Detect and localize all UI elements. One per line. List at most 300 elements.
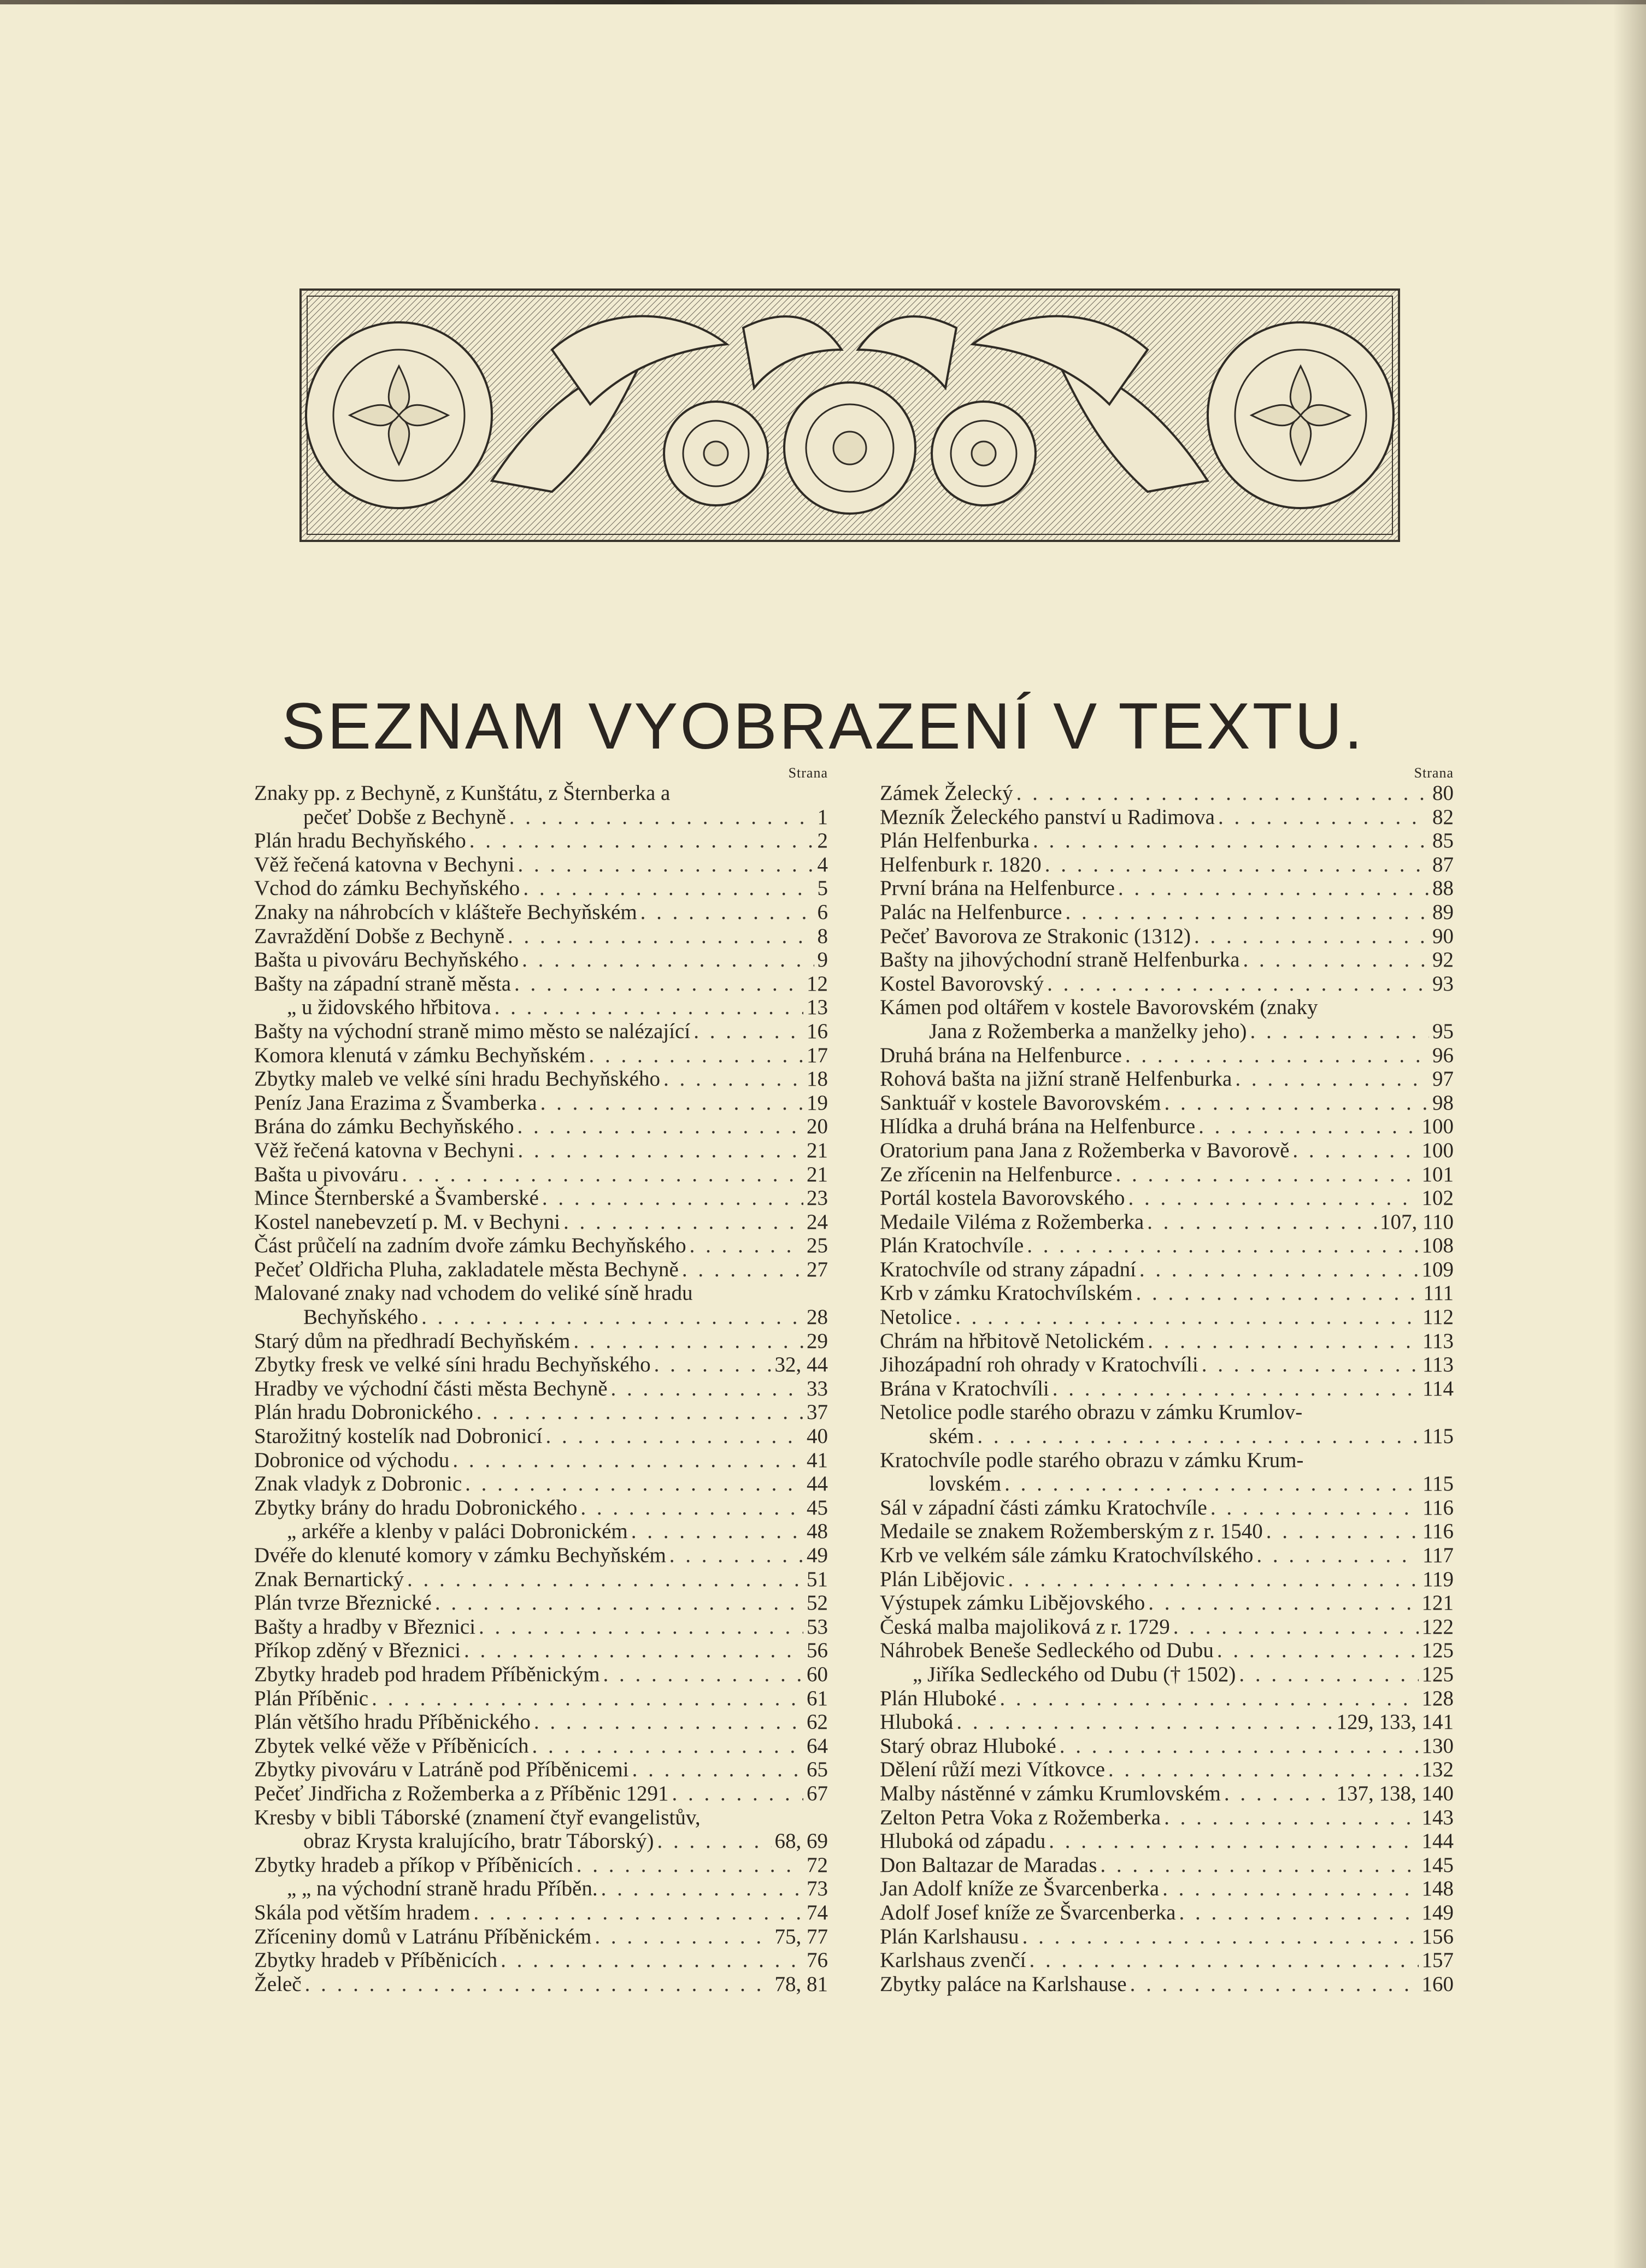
toc-entry-title: Kostel nanebevzetí p. M. v Bechyni [254,1210,560,1234]
toc-page-number: 75, 77 [774,1924,828,1948]
toc-entry-title: Dvéře do klenuté komory v zámku Bechyňském [254,1544,666,1567]
toc-entry [880,1353,1454,1377]
toc-page-number: 4 [817,852,828,876]
toc-entry-title: Zbytky fresk ve velké síni hradu Bechyňského [254,1353,651,1377]
toc-entry-title: Palác na Helfenburce [880,900,1062,924]
toc-page-number: 33 [807,1376,828,1400]
leader-dots [464,1639,803,1663]
toc-entry [880,1234,1454,1258]
toc-page-number: 24 [807,1210,828,1234]
toc-entry-title: Hluboká [880,1710,954,1734]
toc-entry [254,924,828,949]
toc-entry-title: pečeť Dobše z Bechyně [303,805,506,829]
toc-page-number: 8 [817,924,828,948]
toc-entry-title: Mince Šternberské a Švamberské [254,1186,539,1210]
toc-entry-title: Plán Libějovic [880,1567,1005,1591]
toc-entry-title: Pečeť Oldřicha Pluha, zakladatele města Bechyně [254,1257,679,1281]
toc-page-number: 51 [807,1567,828,1591]
toc-right-column [880,765,1454,1996]
leader-dots [1164,1091,1429,1115]
leader-dots [542,1186,803,1210]
toc-page-number: 119 [1422,1567,1454,1591]
leader-dots [407,1568,803,1592]
leader-dots [1147,1210,1377,1234]
toc-entry [254,1091,828,1115]
toc-page-number: 160 [1421,1972,1454,1996]
leader-dots [1250,1020,1429,1044]
toc-entry [880,1020,1454,1044]
leader-dots [1148,1329,1419,1353]
toc-entry [880,1544,1454,1568]
toc-entry-title: Zbytky paláce na Karlshause [880,1972,1127,1996]
toc-entry [880,1639,1454,1663]
toc-page-number: 113 [1422,1353,1454,1377]
toc-entry-title: Don Baltazar de Maradas [880,1853,1097,1877]
toc-entry-title: Netolice [880,1305,953,1329]
toc-entry [254,1186,828,1210]
toc-page-number: 56 [807,1639,828,1663]
toc-page-number: 92 [1432,948,1454,972]
toc-entry [880,1163,1454,1187]
toc-page-number: 21 [807,1138,828,1162]
toc-entry-title: „ „ na východní straně hradu Příběn. [287,1877,598,1901]
toc-entry [880,805,1454,829]
leader-dots [518,853,814,877]
toc-entry-title: Znak Bernartický [254,1567,404,1591]
toc-page-number: 74 [807,1900,828,1924]
leader-dots [1256,1544,1419,1568]
toc-entry-title: Pečeť Bavorova ze Strakonic (1312) [880,924,1191,948]
toc-entry-title: Mezník Želeckého panství u Radimova [880,805,1215,829]
toc-entry [254,1901,828,1925]
toc-entry [880,1877,1454,1901]
leader-dots [1136,1281,1420,1305]
toc-entry-title: Věž řečená katovna v Bechyni [254,1138,515,1162]
toc-page-number: 52 [807,1591,828,1615]
toc-entry-line: Netolice podle starého obrazu v zámku Krumlov- [880,1400,1303,1424]
toc-entry-title: Zbytky hradeb pod hradem Příběnickým [254,1662,600,1686]
toc-entry [880,1519,1454,1544]
leader-dots [631,1519,803,1544]
toc-page-number: 17 [807,1043,828,1067]
toc-page-number: 32, 44 [774,1353,828,1377]
toc-entry [880,972,1454,996]
toc-entry-title: Brána do zámku Bechyňského [254,1115,514,1139]
toc-page-number: 115 [1422,1424,1454,1448]
toc-page-number: 21 [807,1162,828,1186]
leader-dots [473,1901,803,1925]
toc-page-number: 93 [1432,971,1454,995]
toc-page-number: 112 [1422,1305,1454,1329]
toc-page-number: 9 [817,948,828,972]
toc-entry [880,1067,1454,1091]
toc-entry [254,1948,828,1972]
toc-entry [880,1758,1454,1782]
leader-dots [640,900,814,924]
leader-dots [469,829,814,853]
toc-entry-title: Pečeť Jindřicha z Rožemberka a z Příběnic 1291 [254,1781,669,1805]
toc-entry [254,1424,828,1448]
toc-entry [880,829,1454,853]
toc-entry-title: Hradby ve východní části města Bechyně [254,1376,608,1400]
toc-page-number: 132 [1421,1758,1454,1782]
leader-dots [1008,1568,1419,1592]
toc-entry-title: Dobronice od východu [254,1448,450,1472]
toc-entry [880,1591,1454,1615]
leader-dots [1029,1948,1418,1972]
toc-page-number: 67 [807,1781,828,1805]
leader-dots [1130,1972,1419,1996]
toc-page-number: 157 [1421,1948,1454,1972]
toc-entry [254,1568,828,1592]
leader-dots [1194,924,1429,949]
toc-page-number: 145 [1421,1853,1454,1877]
leader-dots [690,1234,803,1258]
toc-entry-title: Česká malba majoliková z r. 1729 [880,1615,1170,1639]
leader-dots [1116,1163,1419,1187]
toc-entry-title: Náhrobek Beneše Sedleckého od Dubu [880,1639,1214,1663]
toc-entry-title: Plán hradu Bechyňského [254,829,466,853]
leader-dots [601,1877,803,1901]
leader-dots [977,1424,1419,1448]
toc-entry-title: Plán Karlshausu [880,1924,1019,1948]
toc-entry [880,853,1454,877]
toc-entry-title: Adolf Josef kníže ze Švarcenberka [880,1900,1176,1924]
toc-entry-title: Hlídka a druhá brána na Helfenburce [880,1115,1196,1139]
toc-entry [880,1186,1454,1210]
toc-entry-title: Želeč [254,1972,302,1996]
leader-dots [654,1353,772,1377]
toc-page-number: 37 [807,1400,828,1424]
leader-dots [603,1663,803,1687]
leader-dots [1239,1663,1418,1687]
toc-page-number: 116 [1422,1495,1454,1519]
leader-dots [1100,1853,1418,1877]
toc-entry [254,1687,828,1711]
toc-entry-title: Jihozápadní roh ohrady v Kratochvíli [880,1353,1198,1377]
leader-dots [663,1067,803,1091]
toc-page-number: 5 [817,876,828,900]
ornamental-headpiece [295,284,1404,546]
toc-page-number: 129, 133, 141 [1336,1710,1454,1734]
toc-entry [880,1925,1454,1949]
leader-dots [1164,1806,1418,1830]
leader-dots [1045,853,1429,877]
toc-entry-title: Starý dům na předhradí Bechyňském [254,1329,571,1353]
toc-page-number: 53 [807,1615,828,1639]
toc-page-number: 23 [807,1186,828,1210]
toc-entry-line: Kámen pod oltářem v kostele Bavorovském (znaky [880,995,1318,1020]
toc-list-left [254,781,828,1996]
toc-entry-title: Zbytky hradeb a příkop v Příběnicích [254,1853,573,1877]
toc-entry-title: Sál v západní části zámku Kratochvíle [880,1495,1207,1519]
leader-dots [1210,1496,1419,1520]
leader-dots [1047,972,1429,996]
toc-entry-title: Část průčelí na zadním dvoře zámku Bechyňského [254,1234,686,1258]
leader-dots [1000,1687,1418,1711]
leader-dots [501,1948,803,1972]
leader-dots [1224,1782,1333,1806]
toc-page-number: 114 [1422,1376,1454,1400]
toc-entry [254,1519,828,1544]
toc-entry-title: Zbytky pivováru v Latráně pod Příběnicemi [254,1758,629,1782]
toc-entry [880,1139,1454,1163]
toc-entry [254,1020,828,1044]
toc-entry [880,1472,1454,1496]
toc-page-number: 72 [807,1853,828,1877]
toc-entry-title: Malby nástěnné v zámku Krumlovském [880,1781,1221,1805]
toc-entry-title: Oratorium pana Jana z Rožemberka v Bavorově [880,1138,1290,1162]
toc-entry-title: Zbytky maleb ve velké síni hradu Bechyňského [254,1067,660,1091]
toc-page-number: 28 [807,1305,828,1329]
toc-page-number: 102 [1421,1186,1454,1210]
toc-page-number: 130 [1421,1734,1454,1758]
toc-page-number: 2 [817,829,828,853]
toc-entry-title: „ arkéře a klenby v paláci Dobronickém [287,1519,628,1544]
toc-page-number: 6 [817,900,828,924]
toc-entry-title: Zbytek velké věže v Příběnicích [254,1734,529,1758]
leader-dots [1108,1758,1419,1782]
toc-entry [880,1329,1454,1353]
toc-page-number: 29 [807,1329,828,1353]
toc-page-number: 115 [1422,1472,1454,1496]
leader-dots [1060,1734,1419,1758]
toc-entry-title: Bašty a hradby v Březnici [254,1615,476,1639]
leader-dots [672,1782,803,1806]
toc-page-number: 45 [807,1495,828,1519]
leader-dots [1128,1186,1418,1210]
leader-dots [546,1424,804,1448]
toc-page-number: 48 [807,1519,828,1544]
toc-entry [254,1448,828,1472]
toc-entry-title: Vchod do zámku Bechyňského [254,876,520,900]
toc-page-number: 64 [807,1734,828,1758]
leader-dots [479,1615,803,1639]
toc-page-number: 149 [1421,1900,1454,1924]
toc-entry-title: Bašty na západní straně města [254,971,511,995]
toc-entry-title: Helfenburk r. 1820 [880,852,1042,876]
toc-entry-title: Plán Helfenburka [880,829,1030,853]
toc-page-number: 25 [807,1234,828,1258]
toc-page-number: 100 [1421,1138,1454,1162]
toc-entry-title: Bašta u pivováru [254,1162,399,1186]
toc-entry-title: obraz Krysta kralujícího, bratr Táborský) [303,1829,654,1853]
leader-dots [1292,1139,1418,1163]
toc-entry [254,1591,828,1615]
toc-page-number: 100 [1421,1115,1454,1139]
toc-page-number: 19 [807,1091,828,1115]
toc-page-number: 96 [1432,1043,1454,1067]
toc-entry-title: Kratochvíle od strany západní [880,1257,1136,1281]
toc-entry-title: Bašty na jihovýchodní straně Helfenburka [880,948,1240,972]
toc-entry [880,1305,1454,1329]
toc-entry [880,1281,1454,1305]
toc-page-number: 76 [807,1948,828,1972]
toc-entry [880,1710,1454,1734]
toc-page-number: 144 [1421,1829,1454,1853]
toc-page-number: 108 [1421,1234,1454,1258]
toc-entry-title: Rohová bašta na jižní straně Helfenburka [880,1067,1232,1091]
toc-entry [880,1972,1454,1996]
leader-dots [523,876,814,900]
toc-entry [254,1496,828,1520]
leader-dots [1243,948,1430,972]
toc-entry [880,1663,1454,1687]
toc-page-number: 101 [1421,1162,1454,1186]
toc-page-number: 113 [1422,1329,1454,1353]
toc-entry-title: Znaky na náhrobcích v klášteře Bechyňském [254,900,637,924]
toc-page-number: 116 [1422,1519,1454,1544]
toc-page-number: 97 [1432,1067,1454,1091]
toc-entry [254,1782,828,1806]
toc-page-number: 107, 110 [1379,1210,1454,1234]
page-top-edge [0,0,1646,4]
leader-dots [682,1258,803,1282]
toc-entry-title: Sanktuář v kostele Bavorovském [880,1091,1161,1115]
toc-page-number: 95 [1432,1019,1454,1043]
toc-entry-line: Malované znaky nad vchodem do veliké síně hradu [254,1281,693,1305]
toc-page-number: 128 [1421,1686,1454,1710]
column-header-strana: Strana [788,765,828,781]
toc-entry [254,1663,828,1687]
leader-dots [955,1305,1419,1329]
toc-entry [254,1377,828,1401]
leader-dots [1162,1877,1418,1901]
toc-entry [254,1258,828,1282]
toc-entry-title: Zbytky brány do hradu Dobronického [254,1495,578,1519]
toc-entry [254,1853,828,1877]
leader-dots [508,924,814,949]
leader-dots [372,1687,803,1711]
leader-dots [1053,1377,1419,1401]
leader-dots [518,1139,803,1163]
leader-dots [580,1496,803,1520]
leader-dots [669,1544,803,1568]
toc-page-number: 16 [807,1019,828,1043]
toc-entry-title: Ze zřícenin na Helfenburce [880,1162,1113,1186]
toc-entry-title: Kostel Bavorovský [880,971,1044,995]
leader-dots [421,1305,803,1329]
leader-dots [477,1400,803,1424]
toc-entry-title: Výstupek zámku Libějovského [880,1591,1145,1615]
toc-entry [254,972,828,996]
toc-entry [880,1829,1454,1853]
leader-dots [1065,900,1429,924]
toc-entry [254,1139,828,1163]
toc-entry [254,1544,828,1568]
toc-entry-title: Plán hradu Dobronického [254,1400,473,1424]
toc-entry-title: Plán Hluboké [880,1686,997,1710]
leader-dots [465,1472,803,1496]
leader-dots [509,805,814,829]
toc-entry [254,1353,828,1377]
toc-entry [254,1615,828,1639]
toc-entry-title: Druhá brána na Helfenburce [880,1043,1122,1067]
toc-entry-title: Zříceniny domů v Latránu Příběnickém [254,1924,592,1948]
toc-entry [880,781,1454,805]
toc-entry [254,1829,828,1853]
toc-entry [880,1258,1454,1282]
page-edge-shadow [1613,0,1646,2268]
toc-page-number: 49 [807,1544,828,1567]
leader-dots [595,1925,771,1949]
toc-entry-title: Zbytky hradeb v Příběnicích [254,1948,498,1972]
toc-page-number: 18 [807,1067,828,1091]
page-title: SEZNAM VYOBRAZENÍ V TEXTU. [281,690,1365,763]
toc-entry [880,1377,1454,1401]
leader-dots [1125,1044,1429,1068]
toc-page-number: 20 [807,1115,828,1139]
toc-entry [254,1115,828,1139]
toc-entry-title: Zámek Želecký [880,781,1013,805]
toc-entry [880,1901,1454,1925]
toc-entry-title: Plán tvrze Březnické [254,1591,432,1615]
leader-dots [1022,1925,1419,1949]
toc-entry-title: Starý obraz Hluboké [880,1734,1056,1758]
leader-dots [1202,1353,1419,1377]
toc-page-number: 125 [1421,1662,1454,1686]
toc-entry-title: Hluboká od západu [880,1829,1046,1853]
toc-entry-title: Věž řečená katovna v Bechyni [254,852,515,876]
toc-entry-title: Krb v zámku Kratochvílském [880,1281,1133,1305]
leader-dots [1148,1591,1418,1615]
toc-entry [254,1305,828,1329]
toc-entry [880,1853,1454,1877]
toc-entry [880,1210,1454,1234]
leader-dots [1049,1829,1418,1853]
leader-dots [1217,1639,1419,1663]
toc-entry-title: „ Jiříka Sedleckého od Dubu († 1502) [913,1662,1236,1686]
toc-entry [880,1782,1454,1806]
toc-entry-title: lovském [929,1472,1002,1496]
toc-entry [254,1639,828,1663]
toc-entry [880,924,1454,949]
toc-entry [254,829,828,853]
leader-dots [956,1710,1333,1734]
toc-entry [254,1710,828,1734]
toc-page-number: 65 [807,1758,828,1782]
leader-dots [1004,1472,1419,1496]
leader-dots [657,1829,771,1853]
toc-entry [254,876,828,900]
leader-dots [1139,1258,1419,1282]
leader-dots [1218,805,1429,829]
toc-page-number: 44 [807,1472,828,1496]
leader-dots [517,1115,803,1139]
toc-page-number: 88 [1432,876,1454,900]
toc-entry [254,853,828,877]
toc-entry-title: Plán Příběnic [254,1686,369,1710]
toc-entry [880,1568,1454,1592]
toc-entry [880,1948,1454,1972]
toc-entry [880,876,1454,900]
toc-entry-title: Bašty na východní straně mimo město se nalézající [254,1019,691,1043]
leader-dots [522,948,814,972]
toc-page-number: 117 [1422,1544,1454,1567]
toc-entry-title: Starožitný kostelík nad Dobronicí [254,1424,543,1448]
toc-entry-title: Zavraždění Dobše z Bechyně [254,924,505,948]
toc-entry-title: Krb ve velkém sále zámku Kratochvílského [880,1544,1254,1567]
toc-page-number: 13 [807,995,828,1020]
toc-entry [254,1234,828,1258]
leader-dots [532,1734,803,1758]
toc-entry [254,1329,828,1353]
toc-page-number: 12 [807,971,828,995]
toc-entry [254,1972,828,1996]
toc-entry [254,805,828,829]
toc-entry [254,1044,828,1068]
toc-entry [880,1615,1454,1639]
